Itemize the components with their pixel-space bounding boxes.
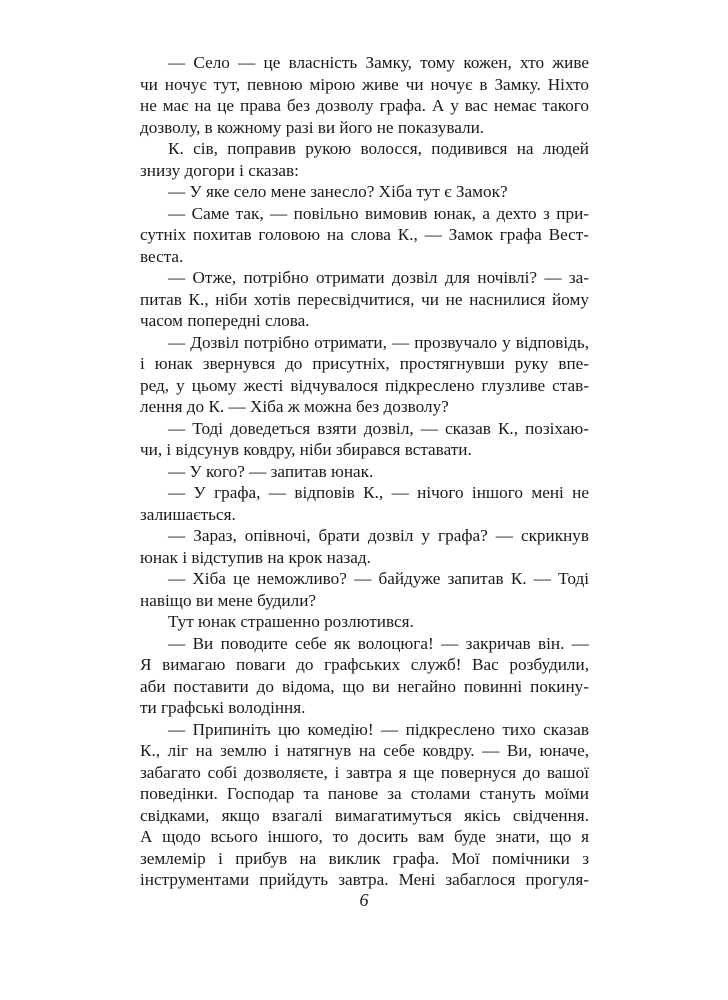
- page-body-text: [140, 52, 589, 891]
- text-line: — Хіба це неможливо? — байдуже запитав К. — Тоді: [168, 569, 589, 588]
- text-line: не має на це права без дозволу графа. А у вас немає такого: [140, 96, 589, 115]
- paragraph: [140, 52, 589, 138]
- text-line: інструментами прийдуть завтра. Мені забаглося прогуля-: [140, 870, 589, 889]
- text-line: навіщо ви мене будили?: [140, 590, 317, 610]
- text-line: — У яке село мене занесло? Хіба тут є Замок?: [168, 182, 508, 201]
- text-line: юнак і відступив на крок назад.: [140, 547, 371, 567]
- paragraph: [140, 418, 589, 461]
- paragraph: [140, 719, 589, 891]
- text-line: ти графські володіння.: [140, 698, 306, 717]
- text-line: — Тоді доведеться взяти дозвіл, — сказав К., позіхаю-: [168, 418, 589, 438]
- text-line: Я вимагаю поваги до графських служб! Вас розбудили,: [140, 655, 589, 674]
- text-line: А щодо всього іншого, то досить вам буде знати, що я: [140, 827, 589, 846]
- text-line: забагато собі дозволяєте, і завтра я ще повернуся до вашої: [140, 762, 589, 782]
- paragraph: [140, 461, 589, 483]
- text-line: К., ліг на землю і натягнув на себе ковдру. — Ви, юначе,: [140, 741, 589, 760]
- text-line: свідками, якщо взагалі вимагатимуться якісь свідчення.: [140, 805, 589, 825]
- text-line: веста.: [140, 246, 184, 266]
- text-line: аби поставити до відома, що ви негайно повинні покину-: [140, 676, 589, 696]
- text-line: дозволу, в кожному разі ви його не показували.: [140, 117, 485, 137]
- text-line: і юнак звернувся до присутніх, простягнувши руку впе-: [140, 354, 589, 373]
- text-line: К. сів, поправив рукою волосся, подивився на людей: [168, 139, 589, 158]
- text-line: питав К., ніби хотів пересвідчитися, чи не наснилися йому: [140, 289, 589, 309]
- text-line: — Отже, потрібно отримати дозвіл для ночівлі? — за-: [168, 268, 589, 287]
- text-line: часом попередні слова.: [140, 311, 310, 330]
- text-line: — Село — це власність Замку, тому кожен, хто живе: [168, 53, 589, 72]
- text-line: — Зараз, опівночі, брати дозвіл у графа? — скрикнув: [168, 526, 589, 545]
- paragraph: [140, 181, 589, 203]
- text-line: Тут юнак страшенно розлютився.: [168, 612, 414, 631]
- text-line: — У графа, — відповів К., — нічого іншого мені не: [168, 483, 589, 502]
- paragraph: [140, 267, 589, 332]
- paragraph: [140, 525, 589, 568]
- text-line: — Припиніть цю комедію! — підкреслено тихо сказав: [168, 719, 589, 739]
- paragraph: [140, 138, 589, 181]
- page-number: 6: [359, 890, 369, 910]
- text-line: чи, і відсунув ковдру, ніби збирався вставати.: [140, 440, 472, 459]
- text-line: — Саме так, — повільно вимовив юнак, а дехто з при-: [168, 203, 589, 223]
- text-line: ред, у цьому жесті відчувалося підкреслено глузливе став-: [140, 375, 589, 395]
- text-line: — Дозвіл потрібно отримати, — прозвучало у відповідь,: [168, 332, 589, 352]
- text-line: залишається.: [140, 504, 236, 524]
- text-line: чи ночує тут, певною мірою живе чи ночує в Замку. Ніхто: [140, 74, 589, 94]
- text-line: — У кого? — запитав юнак.: [168, 461, 374, 481]
- text-line: лення до К. — Хіба ж можна без дозволу?: [140, 397, 449, 416]
- paragraph: [140, 633, 589, 719]
- paragraph: [140, 203, 589, 268]
- text-line: — Ви поводите себе як волоцюга! — закричав він. —: [168, 633, 589, 653]
- text-line: знизу догори і сказав:: [140, 160, 299, 180]
- text-line: поведінки. Господар та панове за столами стануть моїми: [140, 784, 589, 803]
- paragraph: [140, 611, 589, 633]
- paragraph: [140, 568, 589, 611]
- text-line: землемір і прибув на виклик графа. Мої помічники з: [140, 848, 589, 868]
- paragraph: [140, 332, 589, 418]
- text-line: сутніх похитав головою на слова К., — Замок графа Вест-: [140, 225, 589, 244]
- paragraph: [140, 482, 589, 525]
